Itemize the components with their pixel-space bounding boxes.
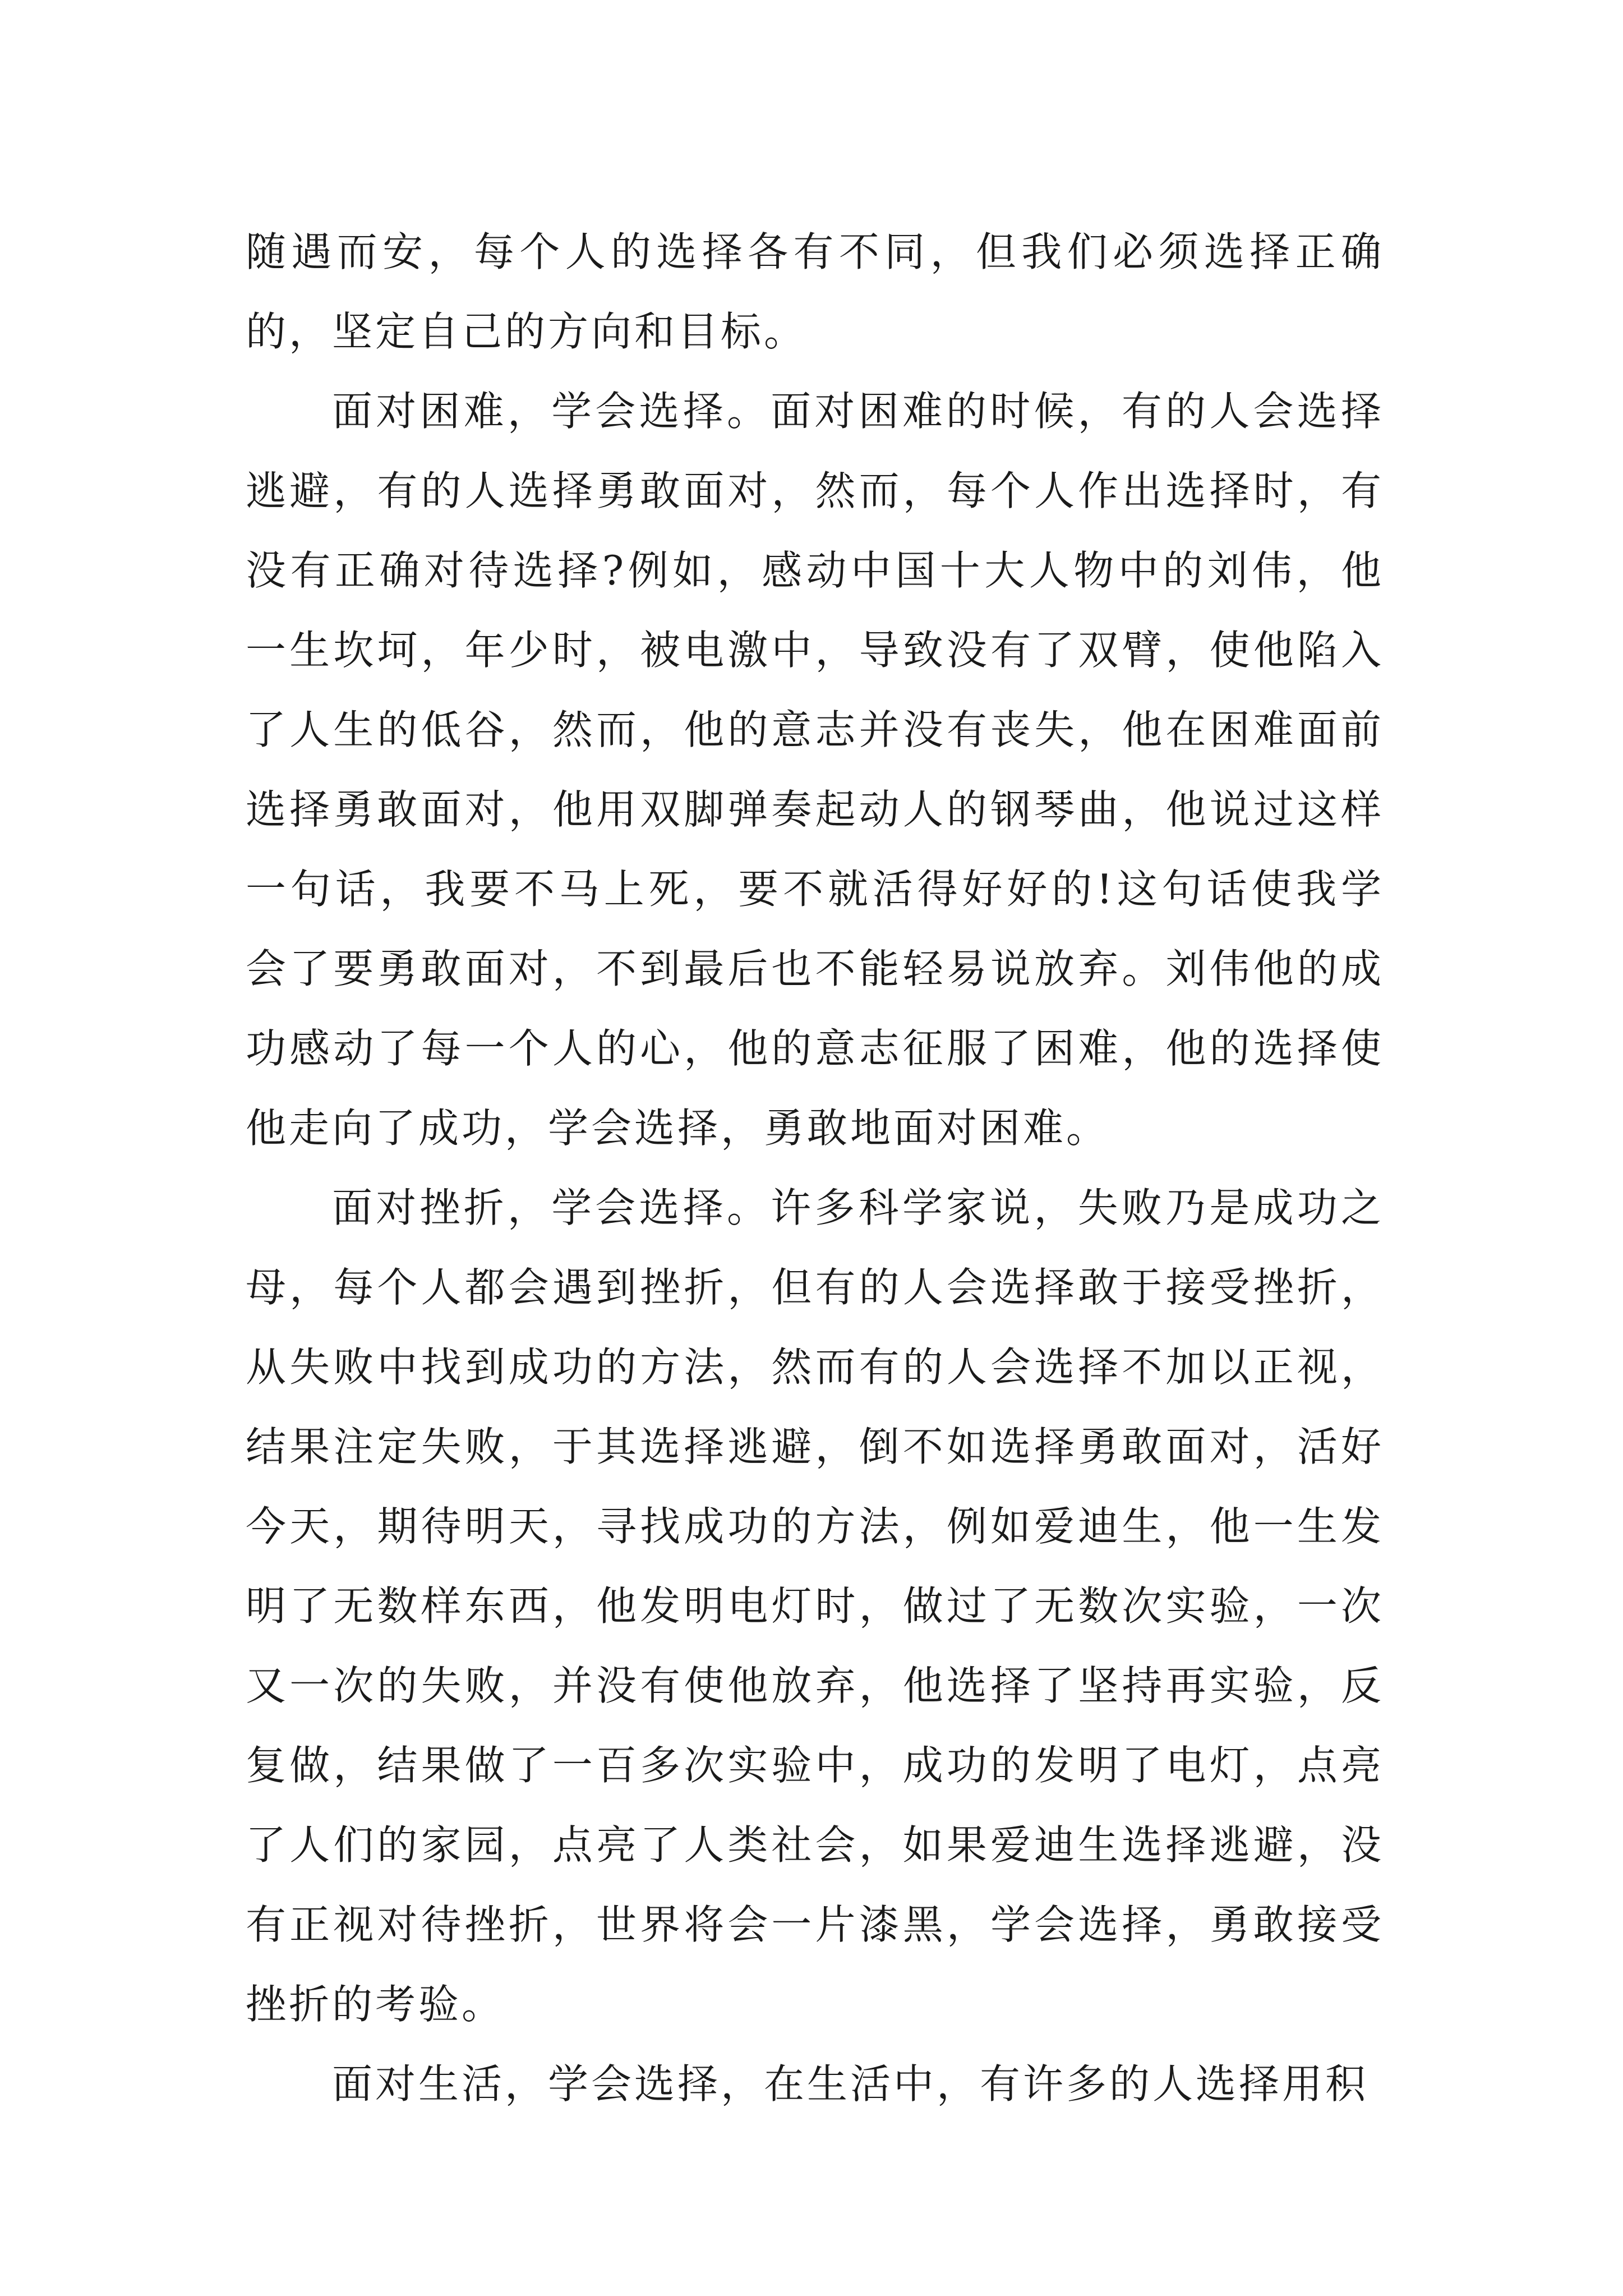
paragraph-1: 随遇而安，每个人的选择各有不同，但我们必须选择正确的，坚定自己的方向和目标。 <box>246 228 1384 355</box>
paragraph-3: 面对挫折，学会选择。许多科学家说，失败乃是成功之母，每个人都会遇到挫折，但有的人会选择敢于接受挫折，从失败中找到成功的方法，然而有的人会选择不加以正视，结果注定失败，于其选择逃避，倒不如选择勇敢面对，活好今天，期待明天，寻找成功的方法，例如爱迪生，他一生发明了无数样东西，他发明电灯时，做过了无数次实验，一次又一次的失败，并没有使他放弃，他选择了坚持再实验，反复做，结果做了一百多次实验中，成功的发明了电灯，点亮了人们的家园，点亮了人类社会，如果爱迪生选择逃避，没有正视对待挫折，世界将会一片漆黑，学会选择，勇敢接受挫折的考验。 <box>246 1184 1384 2028</box>
paragraph-2: 面对困难，学会选择。面对困难的时候，有的人会选择逃避，有的人选择勇敢面对，然而，每个人作出选择时，有没有正确对待选择?例如，感动中国十大人物中的刘伟，他一生坎坷，年少时，被电激中，导致没有了双臂，使他陷入了人生的低谷，然而，他的意志并没有丧失，他在困难面前选择勇敢面对，他用双脚弹奏起动人的钢琴曲，他说过这样一句话，我要不马上死，要不就活得好好的!这句话使我学会了要勇敢面对，不到最后也不能轻易说放弃。刘伟他的成功感动了每一个人的心，他的意志征服了困难，他的选择使他走向了成功，学会选择，勇敢地面对困难。 <box>246 388 1384 1152</box>
document-body <box>246 212 1384 2124</box>
paragraph-4: 面对生活，学会选择，在生活中，有许多的人选择用积 <box>332 2060 1369 2108</box>
